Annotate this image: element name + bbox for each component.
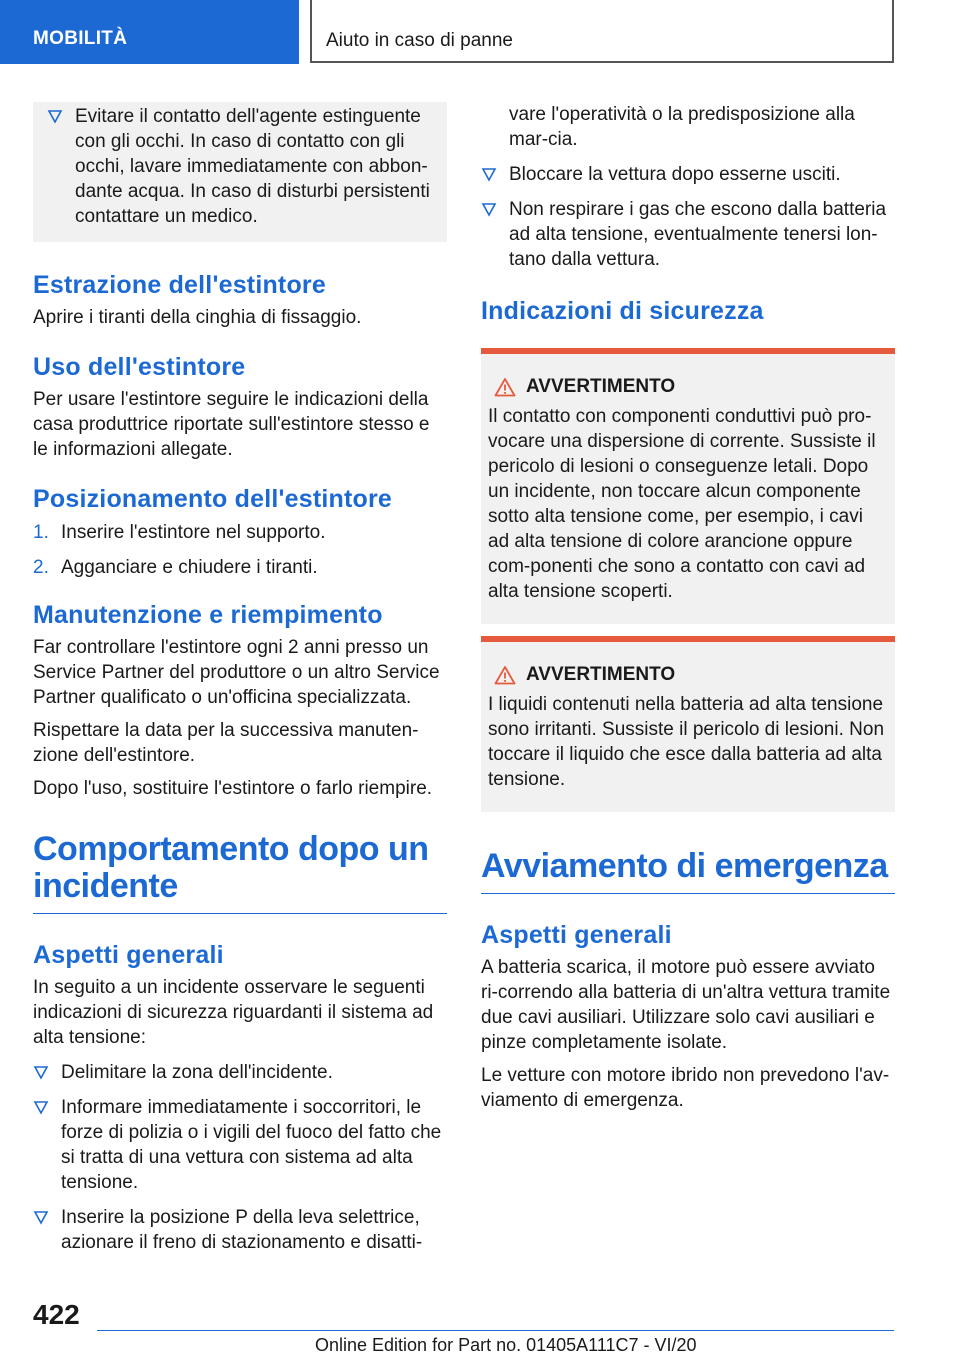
footer-divider [97, 1330, 894, 1331]
step-text: Agganciare e chiudere i tiranti. [61, 557, 318, 578]
paragraph: Aprire i tiranti della cinghia di fissaggio. [33, 307, 362, 328]
warning-box [481, 636, 895, 812]
warning-triangle-icon [494, 665, 516, 685]
section-title: MOBILITÀ [33, 28, 128, 49]
bullet-text: Bloccare la vettura dopo esserne usciti. [509, 164, 841, 185]
paragraph: Per usare l'estintore seguire le indicazioni della casa produttrice riportate sull'estintore stesso e le informazioni allegate. [33, 389, 430, 460]
list-item [481, 162, 895, 187]
list-item [33, 520, 447, 545]
heading-aspetti-generali: Aspetti generali [33, 941, 224, 969]
heading-uso: Uso dell'estintore [33, 353, 246, 381]
warning-header [488, 376, 888, 398]
bullet-list [33, 1060, 447, 1255]
warning-text: Il contatto con componenti conduttivi può pro-vocare una dispersione di corrente. Sussiste il pericolo di lesioni o conseguenze letali. Dopo un incidente, non toccare alcun componente sotto alta tensione come, per esempio, i cavi ad alta tensione di colore arancione oppure com-ponenti che sono a contatto con cavi ad alta tensione scoperti. [488, 406, 876, 602]
step-text: Inserire l'estintore nel supporto. [61, 522, 326, 543]
section-tab [0, 0, 299, 64]
chapter-title: Aiuto in caso di panne [326, 30, 513, 51]
heading-estrazione: Estrazione dell'estintore [33, 271, 326, 299]
list-item [33, 1060, 447, 1085]
triangle-bullet-icon [481, 201, 497, 217]
list-item [481, 197, 895, 272]
paragraph: A batteria scarica, il motore può essere avviato ri-correndo alla batteria di un'altra vettura tramite due cavi ausiliari. Utilizzare solo cavi ausiliari e pinze completamente isolate. [481, 957, 891, 1053]
heading-comportamento: Comportamento dopo un incidente [33, 831, 447, 914]
heading-avviamento: Avviamento di emergenza [481, 848, 895, 894]
paragraph: Rispettare la data per la successiva manuten-zione dell'estintore. [33, 720, 419, 766]
bullet-text: Delimitare la zona dell'incidente. [61, 1062, 333, 1083]
chapter-tab [310, 0, 894, 63]
warning-box [481, 348, 895, 624]
paragraph: Dopo l'uso, sostituire l'estintore o farlo riempire. [33, 778, 433, 799]
bullet-text: Non respirare i gas che escono dalla batteria ad alta tensione, eventualmente tenersi lon-tano dalla vettura. [509, 199, 887, 270]
list-item [33, 555, 447, 580]
warning-header [488, 664, 888, 686]
heading-posizionamento: Posizionamento dell'estintore [33, 485, 393, 513]
triangle-bullet-icon [33, 1099, 49, 1115]
heading-sicurezza: Indicazioni di sicurezza [481, 297, 764, 325]
warning-triangle-icon [494, 377, 516, 397]
right-column [481, 102, 895, 1113]
intro-note-box [33, 102, 447, 242]
triangle-bullet-icon [481, 166, 497, 182]
list-item [33, 1095, 447, 1195]
warning-title: AVVERTIMENTO [526, 664, 676, 685]
heading-aspetti-generali: Aspetti generali [481, 921, 672, 949]
triangle-bullet-icon [33, 1064, 49, 1080]
numbered-list [33, 520, 447, 580]
paragraph: In seguito a un incidente osservare le seguenti indicazioni di sicurezza riguardanti il sistema ad alta tensione: [33, 977, 434, 1048]
bullet-text: Inserire la posizione P della leva selettrice, azionare il freno di stazionamento e disatti- [61, 1207, 423, 1253]
warning-text: I liquidi contenuti nella batteria ad alta tensione sono irritanti. Sussiste il pericolo di lesioni. Non toccare il liquido che esce dalla batteria ad alta tensione. [488, 694, 885, 790]
triangle-bullet-icon [47, 108, 63, 124]
step-number: 1. [33, 522, 49, 543]
list-item [33, 1205, 447, 1255]
warning-title: AVVERTIMENTO [526, 376, 676, 397]
triangle-bullet-icon [33, 1209, 49, 1225]
bullet-text: Informare immediatamente i soccorritori, le forze di polizia o i vigili del fuoco del fatto che si tratta di una vettura con sistema ad alta tensione. [61, 1097, 442, 1193]
heading-manutenzione: Manutenzione e riempimento [33, 601, 383, 629]
left-column [33, 102, 447, 1255]
bullet-text: Evitare il contatto dell'agente estinguente con gli occhi. In caso di contatto con gli occhi, lavare immediatamente con abbon-dante acqua. In caso di disturbi persistenti contattare un medico. [75, 106, 430, 227]
page-number: 422 [33, 1299, 80, 1330]
step-number: 2. [33, 557, 49, 578]
paragraph-continued: vare l'operatività o la predisposizione alla mar-cia. [509, 104, 855, 150]
bullet-list [481, 162, 895, 272]
edition-note: Online Edition for Part no. 01405A111C7 - VI/20 [315, 1335, 697, 1355]
list-item [47, 104, 439, 229]
paragraph: Far controllare l'estintore ogni 2 anni presso un Service Partner del produttore o un altro Service Partner qualificato o un'officina specializzata. [33, 637, 440, 708]
paragraph: Le vetture con motore ibrido non prevedono l'av-viamento di emergenza. [481, 1065, 890, 1111]
